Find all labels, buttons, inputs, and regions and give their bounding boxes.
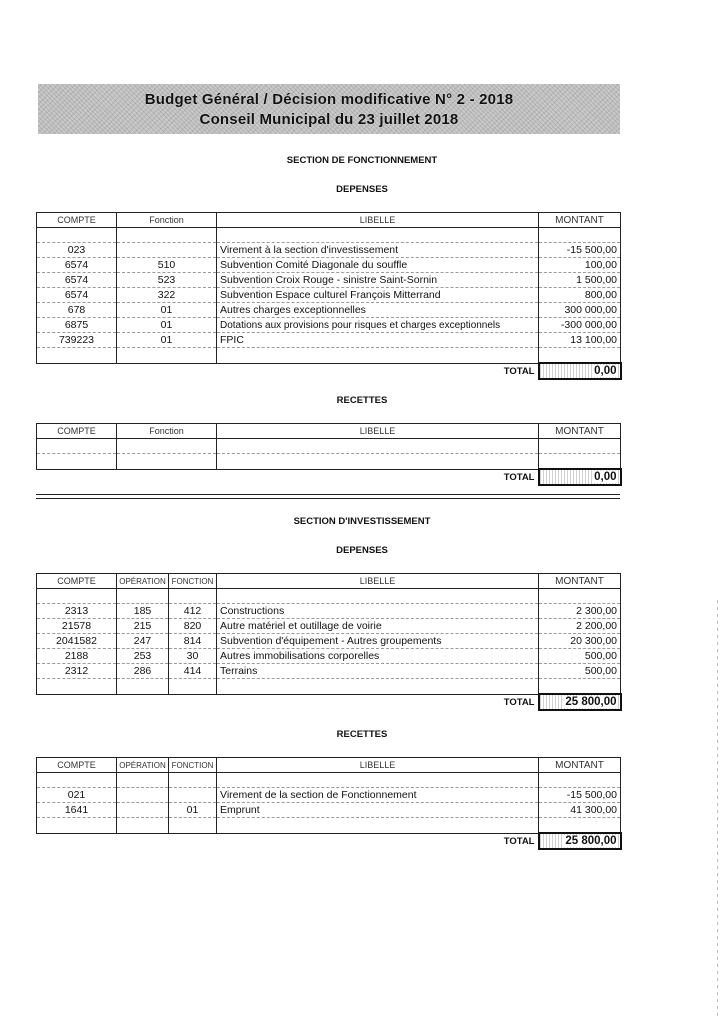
- cell-compte: 678: [37, 303, 117, 318]
- cell-montant: -15 500,00: [539, 788, 621, 803]
- header-libelle: LIBELLE: [217, 213, 539, 228]
- cell-libelle: Subvention Espace culturel François Mitterrand: [217, 288, 539, 303]
- blank-row: [37, 773, 621, 788]
- cell-fonction: 523: [117, 273, 217, 288]
- header-fonction: FONCTION: [169, 758, 217, 773]
- cell-montant: 500,00: [539, 664, 621, 679]
- cell-libelle: Emprunt: [217, 803, 539, 818]
- table-row: [37, 303, 621, 318]
- header-compte: COMPTE: [37, 424, 117, 439]
- header-libelle: LIBELLE: [217, 424, 539, 439]
- cell-compte: 2313: [37, 604, 117, 619]
- total-amount: 0,00: [594, 471, 617, 483]
- cell-montant: 1 500,00: [539, 273, 621, 288]
- document-title: Budget Général / Décision modificative N° 2 - 2018: [144, 91, 514, 108]
- cell-fonction: 01: [117, 303, 217, 318]
- cell-fonction: 01: [169, 803, 217, 818]
- blank-row: [37, 589, 621, 604]
- total-label: TOTAL: [503, 835, 535, 847]
- cell-libelle: Constructions: [217, 604, 539, 619]
- header-fonction: Fonction: [117, 213, 217, 228]
- cell-operation: 215: [117, 619, 169, 634]
- cell-libelle: Terrains: [217, 664, 539, 679]
- cell-montant: 2 200,00: [539, 619, 621, 634]
- table-row: [37, 288, 621, 303]
- table-depenses-fonctionnement: [36, 212, 622, 380]
- cell-montant: 2 300,00: [539, 604, 621, 619]
- table-row: [37, 318, 621, 333]
- cell-fonction: 01: [117, 333, 217, 348]
- header-operation: OPÉRATION: [117, 574, 169, 589]
- section-title-investissement: SECTION D'INVESTISSEMENT: [293, 516, 431, 527]
- table-recettes-fonctionnement: [36, 423, 622, 486]
- table-row: [37, 258, 621, 273]
- cell-libelle: Autres charges exceptionnelles: [217, 303, 539, 318]
- cell-libelle: Subvention Croix Rouge - sinistre Saint-Sornin: [217, 273, 539, 288]
- cell-operation: 185: [117, 604, 169, 619]
- total-label: TOTAL: [503, 471, 535, 483]
- cell-fonction: 412: [169, 604, 217, 619]
- table-header-row: [37, 213, 621, 228]
- cell-fonction: 322: [117, 288, 217, 303]
- header-montant: MONTANT: [539, 424, 621, 439]
- cell-montant: 800,00: [539, 288, 621, 303]
- total-row: [37, 694, 621, 710]
- blank-row: [37, 818, 621, 834]
- cell-operation: 286: [117, 664, 169, 679]
- header-montant: MONTANT: [539, 574, 621, 589]
- cell-compte: 2041582: [37, 634, 117, 649]
- cell-fonction: 414: [169, 664, 217, 679]
- total-label: TOTAL: [503, 365, 535, 377]
- cell-compte: 6574: [37, 288, 117, 303]
- cell-operation: 247: [117, 634, 169, 649]
- total-amount: 25 800,00: [565, 835, 617, 847]
- total-label: TOTAL: [503, 696, 535, 708]
- cell-libelle: Virement de la section de Fonctionnement: [217, 788, 539, 803]
- cell-fonction: 814: [169, 634, 217, 649]
- total-row: [37, 469, 621, 485]
- cell-fonction: 30: [169, 649, 217, 664]
- subtitle-recettes-investissement: RECETTES: [336, 729, 388, 740]
- table-header-row: [37, 574, 621, 589]
- header-compte: COMPTE: [37, 574, 117, 589]
- total-value: [539, 469, 621, 485]
- total-value: [539, 363, 621, 379]
- cell-libelle: Virement à la section d'investissement: [217, 243, 539, 258]
- header-compte: COMPTE: [37, 758, 117, 773]
- table-depenses-investissement: [36, 573, 622, 711]
- table-recettes-investissement: [36, 757, 622, 850]
- document-subtitle: Conseil Municipal du 23 juillet 2018: [199, 111, 459, 128]
- table-row: [37, 649, 621, 664]
- header-montant: MONTANT: [539, 758, 621, 773]
- cell-fonction: 510: [117, 258, 217, 273]
- total-amount: 25 800,00: [565, 696, 617, 708]
- cell-fonction: [169, 788, 217, 803]
- cell-operation: 253: [117, 649, 169, 664]
- section-title-fonctionnement: SECTION DE FONCTIONNEMENT: [286, 155, 438, 166]
- cell-compte: 2312: [37, 664, 117, 679]
- cell-libelle: Autre matériel et outillage de voirie: [217, 619, 539, 634]
- cell-montant: 20 300,00: [539, 634, 621, 649]
- table-row: [37, 634, 621, 649]
- cell-compte: 021: [37, 788, 117, 803]
- cell-libelle: FPIC: [217, 333, 539, 348]
- blank-row: [37, 439, 621, 454]
- total-row: [37, 363, 621, 379]
- cell-compte: 739223: [37, 333, 117, 348]
- subtitle-recettes-fonctionnement: RECETTES: [336, 395, 388, 406]
- cell-fonction: [117, 243, 217, 258]
- section-divider: [36, 498, 620, 499]
- cell-compte: 6574: [37, 273, 117, 288]
- section-divider: [36, 494, 620, 495]
- cell-libelle: Subvention Comité Diagonale du souffle: [217, 258, 539, 273]
- cell-montant: -300 000,00: [539, 318, 621, 333]
- cell-montant: 500,00: [539, 649, 621, 664]
- table-row: [37, 619, 621, 634]
- total-value: [539, 833, 621, 849]
- header-fonction: Fonction: [117, 424, 217, 439]
- table-header-row: [37, 758, 621, 773]
- cell-montant: 100,00: [539, 258, 621, 273]
- total-value: [539, 694, 621, 710]
- blank-row: [37, 454, 621, 470]
- subtitle-depenses-investissement: DEPENSES: [336, 545, 388, 556]
- table-row: [37, 243, 621, 258]
- cell-montant: -15 500,00: [539, 243, 621, 258]
- cell-montant: 300 000,00: [539, 303, 621, 318]
- cell-operation: [117, 788, 169, 803]
- table-row: [37, 664, 621, 679]
- cell-compte: 1641: [37, 803, 117, 818]
- table-row: [37, 803, 621, 818]
- header-fonction: FONCTION: [169, 574, 217, 589]
- header-libelle: LIBELLE: [217, 574, 539, 589]
- table-row: [37, 273, 621, 288]
- table-row: [37, 604, 621, 619]
- header-montant: MONTANT: [539, 213, 621, 228]
- table-row: [37, 333, 621, 348]
- cell-compte: 6875: [37, 318, 117, 333]
- blank-row: [37, 679, 621, 695]
- cell-fonction: 820: [169, 619, 217, 634]
- cell-libelle: Dotations aux provisions pour risques et charges exceptionnels: [217, 318, 539, 333]
- cell-montant: 41 300,00: [539, 803, 621, 818]
- table-row: [37, 788, 621, 803]
- cell-montant: 13 100,00: [539, 333, 621, 348]
- subtitle-depenses-fonctionnement: DEPENSES: [336, 184, 388, 195]
- header-operation: OPÉRATION: [117, 758, 169, 773]
- total-row: [37, 833, 621, 849]
- scan-edge-artifact: [717, 600, 718, 1020]
- cell-fonction: 01: [117, 318, 217, 333]
- cell-libelle: Subvention d'équipement - Autres groupements: [217, 634, 539, 649]
- cell-compte: 6574: [37, 258, 117, 273]
- cell-compte: 21578: [37, 619, 117, 634]
- document-title-banner: [38, 84, 620, 134]
- cell-compte: 023: [37, 243, 117, 258]
- cell-compte: 2188: [37, 649, 117, 664]
- total-amount: 0,00: [594, 365, 617, 377]
- table-header-row: [37, 424, 621, 439]
- header-libelle: LIBELLE: [217, 758, 539, 773]
- header-compte: COMPTE: [37, 213, 117, 228]
- blank-row: [37, 348, 621, 364]
- cell-libelle: Autres immobilisations corporelles: [217, 649, 539, 664]
- cell-operation: [117, 803, 169, 818]
- blank-row: [37, 228, 621, 243]
